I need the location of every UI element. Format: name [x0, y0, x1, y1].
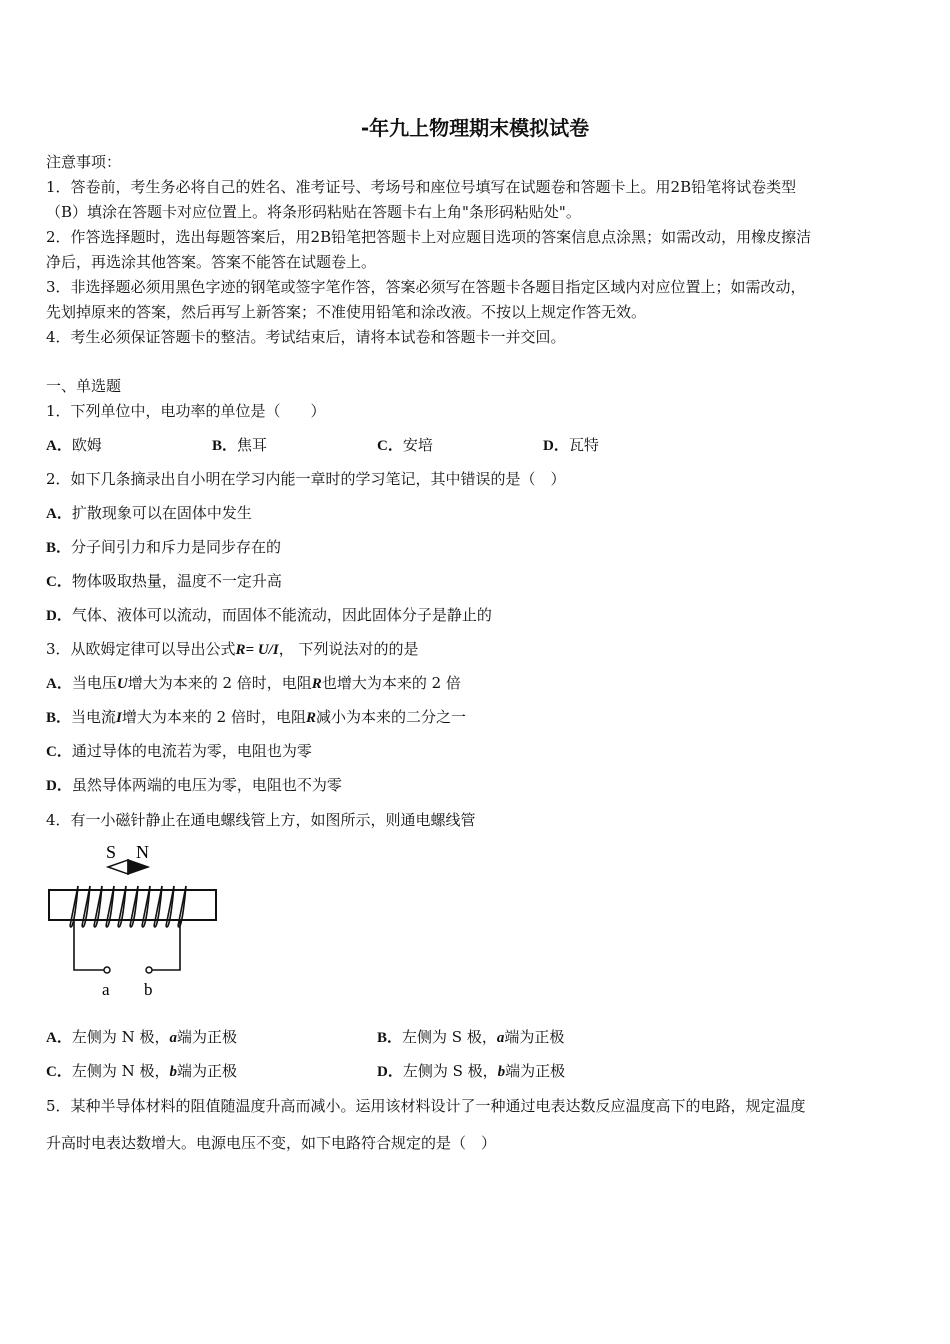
q1-option-d: D．瓦特	[543, 436, 599, 454]
needle-s-half	[108, 860, 128, 874]
lead-b	[152, 920, 180, 970]
q1-option-a: A．欧姆	[46, 436, 102, 454]
question-4-stem: 4．有一小磁针静止在通电螺线管上方，如图所示，则通电螺线管	[46, 811, 476, 829]
q4-option-c: C．左侧为 N 极，b端为正极	[46, 1062, 238, 1080]
question-3-stem: 3．从欧姆定律可以导出公式R= U/I， 下列说法对的的是	[46, 640, 419, 658]
question-5-stem-line1: 5．某种半导体材料的阻值随温度升高而减小。运用该材料设计了一种通过电表达数反应温度高下的电路，规定温度	[46, 1097, 806, 1115]
section-heading: 一、单选题	[46, 377, 122, 395]
notice-line: （B）填涂在答题卡对应位置上。将条形码粘贴在答题卡右上角"条形码粘贴处"。	[46, 203, 581, 221]
q3-option-b: B．当电流I增大为本来的 2 倍时，电阻R减小为本来的二分之一	[46, 708, 466, 726]
page-title: -年九上物理期末模拟试卷	[360, 116, 590, 140]
terminal-a-label: a	[102, 980, 110, 999]
q2-option-a: A．扩散现象可以在固体中发生	[46, 504, 252, 522]
question-5-stem-line2: 升高时电表达数增大。电源电压不变，如下电路符合规定的是（ ）	[46, 1134, 497, 1152]
q3-option-a: A．当电压U增大为本来的 2 倍时，电阻R也增大为本来的 2 倍	[46, 674, 461, 692]
terminal-a	[104, 967, 110, 973]
question-2-stem: 2．如下几条摘录出自小明在学习内能一章时的学习笔记，其中错误的是（ ）	[46, 470, 566, 488]
q4-option-d: D．左侧为 S 极，b端为正极	[377, 1062, 566, 1080]
needle-s-label: S	[106, 842, 117, 862]
notice-line: 先划掉原来的答案，然后再写上新答案；不准使用铅笔和涂改液。不按以上规定作答无效。	[46, 303, 647, 321]
q2-option-b: B．分子间引力和斥力是同步存在的	[46, 538, 282, 556]
terminal-b	[146, 967, 152, 973]
q1-option-c: C．安培	[377, 436, 433, 454]
notice-line: 净后，再选涂其他答案。答案不能答在试题卷上。	[46, 253, 377, 271]
needle-n-half	[128, 860, 148, 874]
q2-option-d: D．气体、液体可以流动，而固体不能流动，因此固体分子是静止的	[46, 606, 492, 624]
needle-n-label: N	[136, 842, 149, 862]
notice-line: 1．答卷前，考生务必将自己的姓名、准考证号、考场号和座位号填写在试题卷和答题卡上。用2B铅笔将试卷类型	[46, 178, 797, 196]
terminal-b-label: b	[144, 980, 153, 999]
notice-line: 4．考生必须保证答题卡的整洁。考试结束后，请将本试卷和答题卡一并交回。	[46, 328, 566, 346]
q1-option-b: B．焦耳	[212, 436, 268, 454]
q4-option-a: A．左侧为 N 极，a端为正极	[46, 1028, 238, 1046]
notice-heading: 注意事项：	[46, 153, 122, 171]
q3-option-c: C．通过导体的电流若为零，电阻也为零	[46, 742, 312, 760]
question-1-stem: 1．下列单位中，电功率的单位是（ ）	[46, 402, 326, 420]
q2-option-c: C．物体吸取热量，温度不一定升高	[46, 572, 282, 590]
q4-option-b: B．左侧为 S 极，a端为正极	[377, 1028, 565, 1046]
notice-line: 3．非选择题必须用黑色字迹的钢笔或签字笔作答，答案必须写在答题卡各题目指定区域内对应位置上；如需改动，	[46, 278, 806, 296]
lead-a	[74, 920, 104, 970]
q3-option-d: D．虽然导体两端的电压为零，电阻也不为零	[46, 776, 342, 794]
notice-line: 2．作答选择题时，选出每题答案后，用2B铅笔把答题卡上对应题目选项的答案信息点涂黑；如需改动，用橡皮擦洁	[46, 228, 812, 246]
solenoid-figure	[46, 840, 226, 1000]
formula: R= U/I	[235, 642, 279, 658]
